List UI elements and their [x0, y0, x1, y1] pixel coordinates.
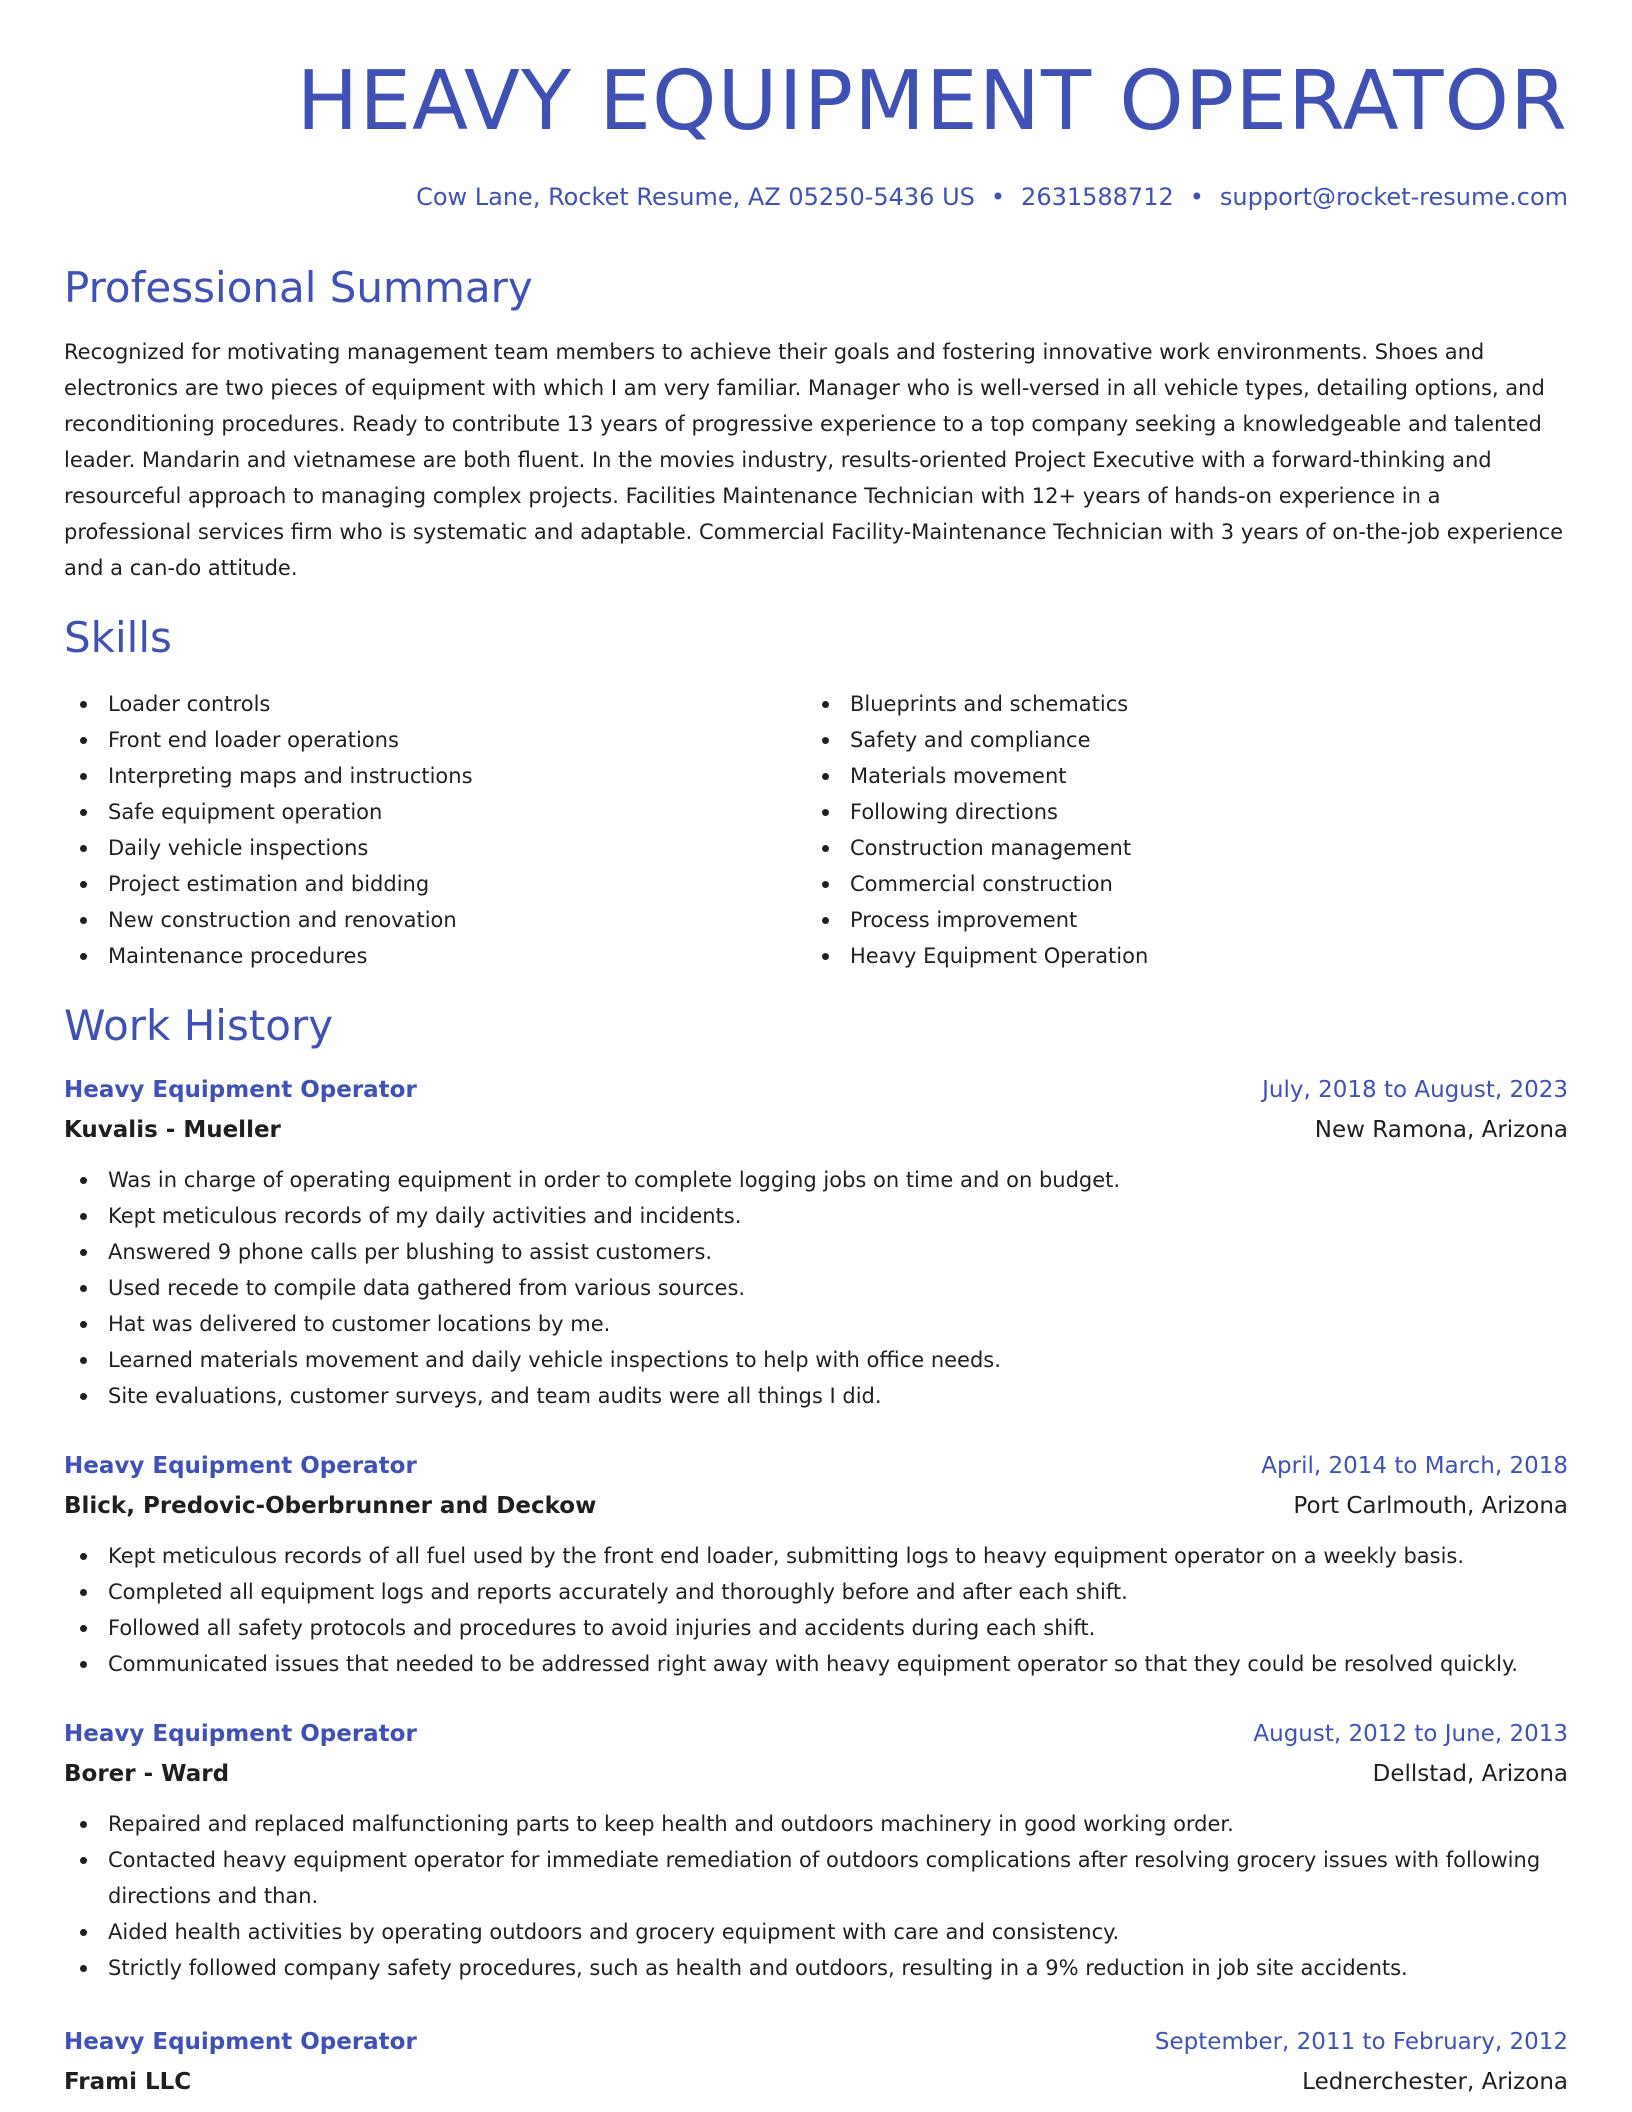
job-duty: Strictly followed company safety procedures, such as health and outdoors, resulting in a 9% reduction in job site accidents.: [64, 1950, 1568, 1986]
skill-item: Process improvement: [806, 902, 1506, 938]
job-dates: September, 2011 to February, 2012: [1154, 2029, 1568, 2055]
job-dates: April, 2014 to March, 2018: [1261, 1453, 1568, 1479]
skill-item: Daily vehicle inspections: [64, 830, 764, 866]
job-entry: [64, 2022, 1568, 2102]
skill-item: Materials movement: [806, 758, 1506, 794]
job-duty: Followed all safety protocols and procedures to avoid injuries and accidents during each shift.: [64, 1610, 1568, 1646]
job-title: Heavy Equipment Operator: [64, 2029, 417, 2055]
job-duty: Kept meticulous records of all fuel used by the front end loader, submitting logs to heavy equipment operator on a weekly basis.: [64, 1538, 1568, 1574]
job-duty: Learned materials movement and daily vehicle inspections to help with office needs.: [64, 1342, 1568, 1378]
work-history-heading: Work History: [64, 1001, 334, 1050]
job-duties: [64, 1538, 1568, 1682]
job-title: Heavy Equipment Operator: [64, 1453, 417, 1479]
skills-list: [806, 686, 1506, 974]
skill-item: New construction and renovation: [64, 902, 764, 938]
contact-separator: •: [1189, 183, 1204, 211]
skill-item: Following directions: [806, 794, 1506, 830]
contact-phone: 2631588712: [1021, 183, 1174, 211]
job-location: Dellstad, Arizona: [1372, 1761, 1568, 1787]
skills-column-left: [64, 686, 764, 974]
summary-heading: Professional Summary: [64, 263, 533, 312]
job-location: New Ramona, Arizona: [1314, 1117, 1568, 1143]
job-duty: Aided health activities by operating outdoors and grocery equipment with care and consistency.: [64, 1914, 1568, 1950]
skills-heading: Skills: [64, 613, 172, 662]
job-duty: Site evaluations, customer surveys, and team audits were all things I did.: [64, 1378, 1568, 1414]
skill-item: Loader controls: [64, 686, 764, 722]
job-company: Blick, Predovic-Oberbrunner and Deckow: [64, 1493, 597, 1519]
job-duties: [64, 1806, 1568, 1986]
skill-item: Safety and compliance: [806, 722, 1506, 758]
contact-email: support@rocket-resume.com: [1219, 183, 1568, 211]
job-location: Lednerchester, Arizona: [1302, 2069, 1568, 2095]
skill-item: Front end loader operations: [64, 722, 764, 758]
job-company: Borer - Ward: [64, 1761, 230, 1787]
skills-column-right: [806, 686, 1506, 974]
contact-line: [416, 180, 1568, 214]
job-dates: July, 2018 to August, 2023: [1262, 1077, 1568, 1103]
job-duties: [64, 1162, 1568, 1414]
job-title: Heavy Equipment Operator: [64, 1077, 417, 1103]
skill-item: Safe equipment operation: [64, 794, 764, 830]
skill-item: Maintenance procedures: [64, 938, 764, 974]
job-entry: [64, 1070, 1568, 1414]
skill-item: Project estimation and bidding: [64, 866, 764, 902]
job-entry: [64, 1714, 1568, 1986]
skill-item: Construction management: [806, 830, 1506, 866]
resume-name: HEAVY EQUIPMENT OPERATOR: [296, 54, 1568, 149]
skill-item: Interpreting maps and instructions: [64, 758, 764, 794]
contact-separator: •: [990, 183, 1006, 211]
summary-text: Recognized for motivating management team members to achieve their goals and fostering innovative work environments. Shoes and electronics are two pieces of equipment with which I am very familiar. Manager who is well-versed in all vehicle types, detailing options, and reconditioning procedures. Ready to contribute 13 years of progressive experience to a top company seeking a knowledgeable and talented leader. Mandarin and vietnamese are both fluent. In the movies industry, results-oriented Project Executive with a forward-thinking and resourceful approach to managing complex projects. Facilities Maintenance Technician with 12+ years of hands-on experience in a professional services firm who is systematic and adaptable. Commercial Facility-Maintenance Technician with 3 years of on-the-job experience and a can-do attitude.: [64, 340, 1564, 580]
skill-item: Blueprints and schematics: [806, 686, 1506, 722]
job-duty: Contacted heavy equipment operator for immediate remediation of outdoors complications after resolving grocery issues with following directions and than.: [64, 1842, 1568, 1914]
job-duty: Answered 9 phone calls per blushing to assist customers.: [64, 1234, 1568, 1270]
job-duty: Kept meticulous records of my daily activities and incidents.: [64, 1198, 1568, 1234]
job-entry: [64, 1446, 1568, 1682]
job-company: Kuvalis - Mueller: [64, 1117, 281, 1143]
job-duty: Repaired and replaced malfunctioning parts to keep health and outdoors machinery in good working order.: [64, 1806, 1568, 1842]
contact-address: Cow Lane, Rocket Resume, AZ 05250-5436 US: [416, 183, 975, 211]
job-duty: Hat was delivered to customer locations by me.: [64, 1306, 1568, 1342]
job-dates: August, 2012 to June, 2013: [1253, 1721, 1568, 1747]
job-duty: Completed all equipment logs and reports accurately and thoroughly before and after each shift.: [64, 1574, 1568, 1610]
skills-list: [64, 686, 764, 974]
job-company: Frami LLC: [64, 2069, 192, 2095]
job-title: Heavy Equipment Operator: [64, 1721, 417, 1747]
job-duty: Communicated issues that needed to be addressed right away with heavy equipment operator so that they could be resolved quickly.: [64, 1646, 1568, 1682]
skill-item: Heavy Equipment Operation: [806, 938, 1506, 974]
job-location: Port Carlmouth, Arizona: [1293, 1493, 1568, 1519]
skill-item: Commercial construction: [806, 866, 1506, 902]
job-duty: Used recede to compile data gathered from various sources.: [64, 1270, 1568, 1306]
job-duty: Was in charge of operating equipment in order to complete logging jobs on time and on budget.: [64, 1162, 1568, 1198]
